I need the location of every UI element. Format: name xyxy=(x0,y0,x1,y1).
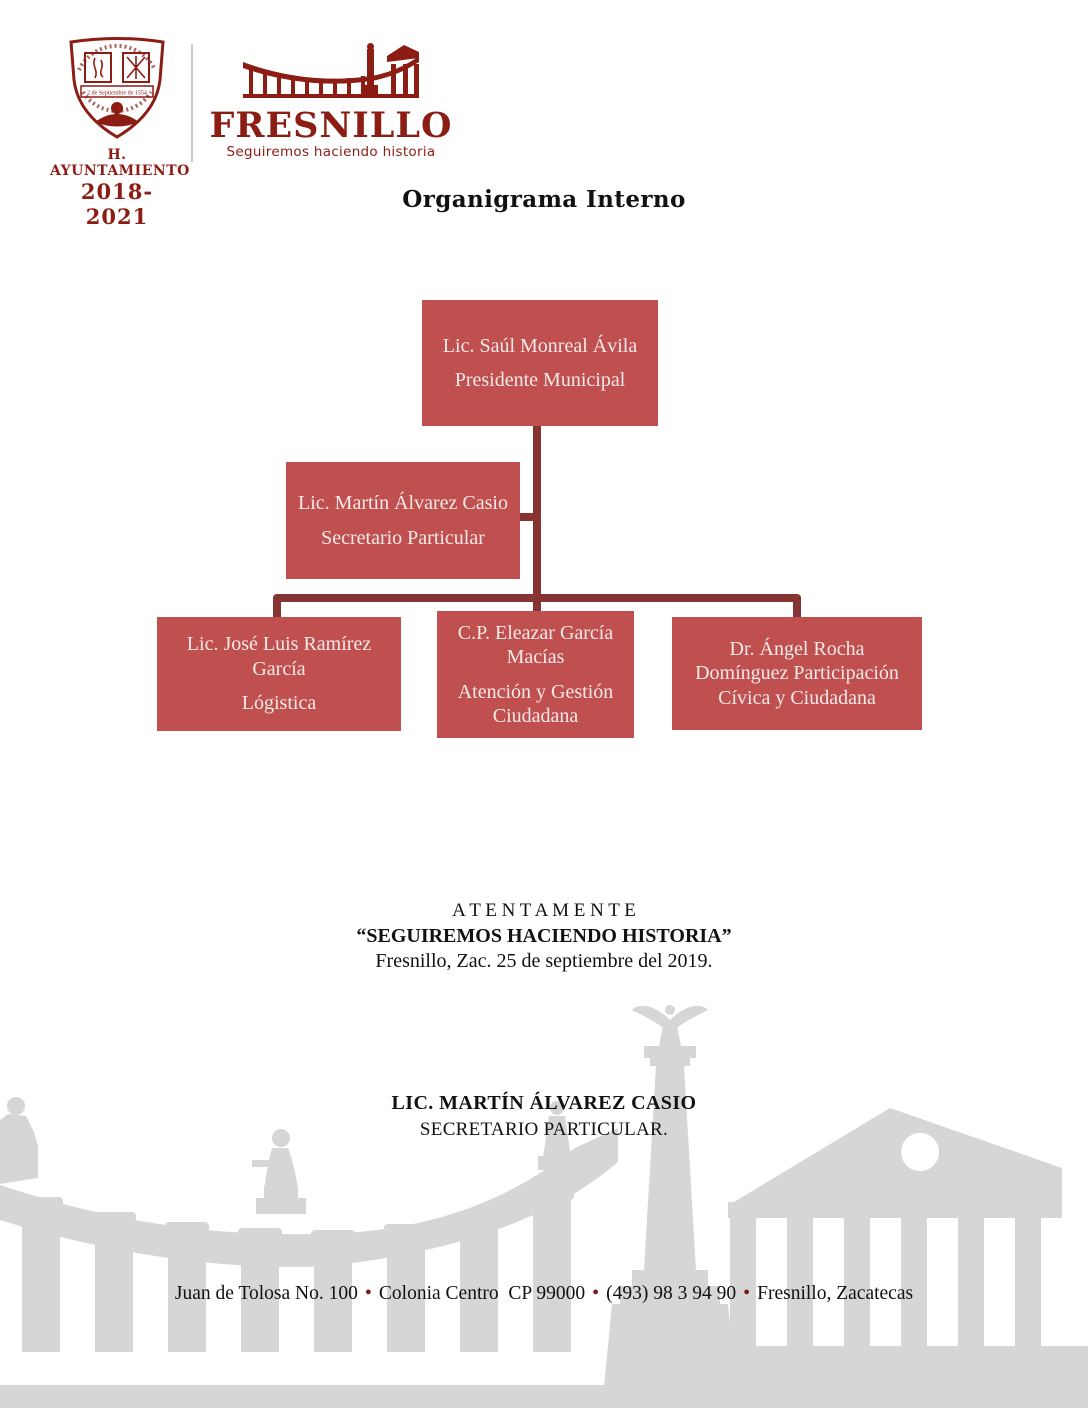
footer-bullet: • xyxy=(592,1282,600,1304)
footer-city: Fresnillo, Zacatecas xyxy=(757,1283,914,1304)
org-node-participacion xyxy=(672,617,922,730)
footer-phone: (493) 98 3 94 90 xyxy=(606,1283,737,1304)
footer-bullet: • xyxy=(364,1282,372,1304)
footer-address xyxy=(0,1282,1088,1305)
org-node-name: Lic. Martín Álvarez Casio xyxy=(298,492,508,515)
brand-tagline: Seguiremos haciendo historia xyxy=(226,144,436,160)
org-node-name: C.P. Eleazar García Macías xyxy=(457,621,614,669)
org-node-text xyxy=(682,637,912,710)
signer-name: LIC. MARTÍN ÁLVAREZ CASIO xyxy=(391,1092,697,1114)
coa-caption-line2: 2018-2021 xyxy=(80,179,154,229)
connector-drop-right xyxy=(793,597,801,619)
connector-president-vertical xyxy=(533,426,541,598)
brand-wordmark: FRESNILLO xyxy=(209,105,453,146)
org-node-secretario xyxy=(286,462,520,579)
coat-of-arms-graphic xyxy=(55,34,179,140)
org-node-role: Participación Cívica y Ciudadana xyxy=(718,662,899,709)
closing-dateline: Fresnillo, Zac. 25 de septiembre del 2019. xyxy=(375,950,713,972)
brand-logo xyxy=(206,40,456,160)
org-node-role: Secretario Particular xyxy=(321,526,485,549)
footer-street: Juan de Tolosa No. 100 xyxy=(174,1283,358,1304)
connector-drop-left xyxy=(273,597,281,619)
closing-motto: “SEGUIREMOS HACIENDO HISTORIA” xyxy=(356,925,732,947)
page-title: Organigrama Interno xyxy=(402,186,686,213)
footer-colonia: Colonia Centro CP 99000 xyxy=(378,1283,586,1304)
org-node-logistica xyxy=(157,617,401,731)
org-node-presidente xyxy=(422,300,658,426)
closing-salutation: A T E N T A M E N T E xyxy=(452,900,636,921)
org-node-atencion xyxy=(437,611,634,738)
org-node-name: Lic. Saúl Monreal Ávila xyxy=(442,334,638,357)
coa-banner-text: 2 de Septiembre de 1554 xyxy=(87,90,147,97)
org-node-name: Lic. José Luis Ramírez García xyxy=(186,633,372,680)
signature-block xyxy=(0,1092,1088,1141)
closing-block xyxy=(0,900,1088,973)
coa-caption-line1: H. AYUNTAMIENTO xyxy=(50,147,190,179)
footer-bullet: • xyxy=(743,1282,751,1304)
org-node-role: Lógistica xyxy=(241,692,317,715)
org-node-name: Dr. Ángel Rocha Domínguez xyxy=(695,637,865,685)
header-divider xyxy=(191,44,193,162)
org-node-role: Atención y Gestión Ciudadana xyxy=(457,680,614,727)
monument-logo-icon xyxy=(241,40,421,102)
monument-watermark xyxy=(0,980,1088,1408)
signer-title: SECRETARIO PARTICULAR. xyxy=(419,1119,669,1140)
org-node-role: Presidente Municipal xyxy=(454,369,626,391)
connector-secretary-stub xyxy=(520,513,534,521)
